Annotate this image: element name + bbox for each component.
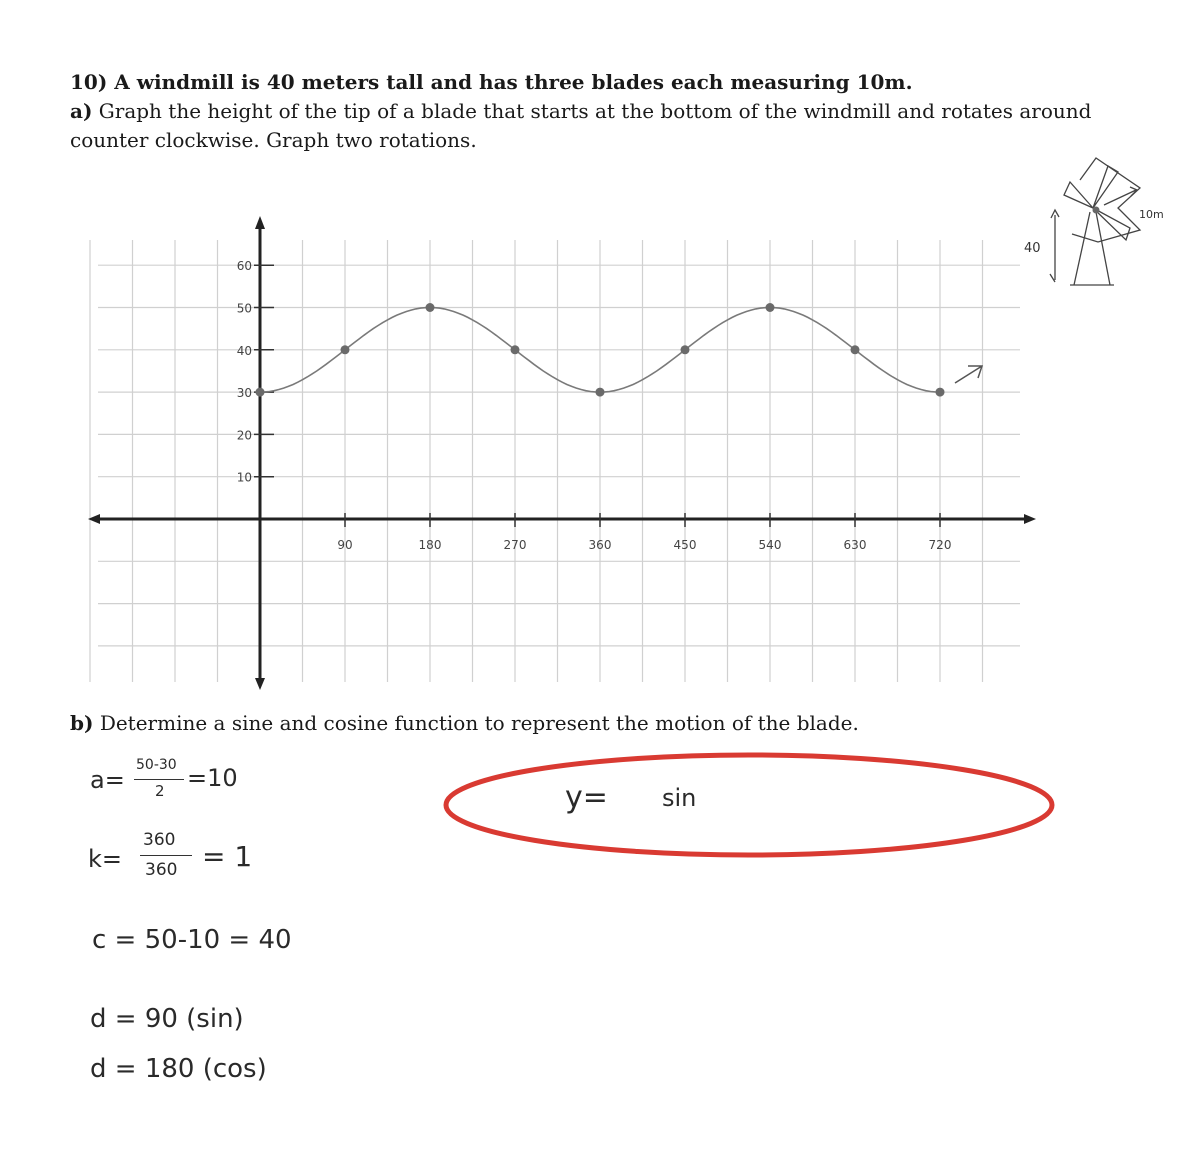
data-point <box>936 388 945 397</box>
data-point <box>851 345 860 354</box>
y-tick-label: 30 <box>236 386 252 401</box>
x-axis-arrow-right <box>1024 514 1036 524</box>
y-tick-label: 40 <box>236 343 252 358</box>
part-a-text: Graph the height of the tip of a blade that starts at the bottom of the windmill and rotates around counter clockwise. Graph two rotations. <box>70 99 1092 152</box>
data-point <box>341 345 350 354</box>
windmill-blade-top <box>1093 166 1118 208</box>
amplitude-fraction-bar <box>134 779 184 780</box>
d-cosine: d = 180 (cos) <box>90 1054 267 1084</box>
end-arrow-mark <box>955 366 982 383</box>
y-tick-label: 20 <box>236 428 252 443</box>
part-b-text: Determine a sine and cosine function to represent the motion of the blade. <box>99 711 859 735</box>
amplitude-numerator: 50-30 <box>136 757 177 773</box>
answer-y: y= <box>565 780 608 815</box>
windmill-sketch <box>1000 150 1200 300</box>
height-arrow <box>1050 210 1059 282</box>
y-tick-label: 50 <box>236 301 252 316</box>
answer-sin: sin <box>662 784 697 812</box>
amplitude-denominator: 2 <box>155 782 165 800</box>
k-denominator: 360 <box>145 860 178 880</box>
y-tick-label: 10 <box>236 470 252 485</box>
x-tick-label: 90 <box>337 538 353 552</box>
amplitude-result: =10 <box>187 764 238 792</box>
y-ticks <box>237 259 274 485</box>
question-part-b <box>70 709 1130 738</box>
y-axis-arrow-down <box>255 678 265 690</box>
part-b-label: b) <box>70 711 94 735</box>
x-tick-label: 180 <box>418 538 442 552</box>
x-tick-label: 450 <box>673 538 697 552</box>
k-fraction-bar <box>140 855 192 856</box>
x-tick-label: 540 <box>758 538 782 552</box>
answer-ellipse-layer <box>440 745 1060 865</box>
x-tick-label: 630 <box>843 538 867 552</box>
y-tick-label: 60 <box>236 259 252 274</box>
data-point <box>511 345 520 354</box>
x-tick-label: 720 <box>928 538 952 552</box>
graph-grid <box>90 240 1020 682</box>
y-axis-arrow-up <box>255 216 265 229</box>
amplitude-lhs: a= <box>90 766 125 794</box>
question-number-intro: 10) A windmill is 40 meters tall and has three blades each measuring 10m. <box>70 70 913 94</box>
answer-ellipse <box>446 755 1052 855</box>
windmill-blade-label: 10m <box>1139 208 1164 221</box>
k-result: = 1 <box>202 840 253 873</box>
k-lhs: k= <box>88 845 123 873</box>
data-point <box>766 303 775 312</box>
windmill-height-label: 40 <box>1024 241 1041 256</box>
data-point <box>256 388 265 397</box>
windmill-tower <box>1070 212 1114 285</box>
data-point <box>426 303 435 312</box>
part-a-label: a) <box>70 99 93 123</box>
x-tick-label: 360 <box>588 538 612 552</box>
x-tick-label: 270 <box>503 538 527 552</box>
data-point <box>596 388 605 397</box>
windmill-hub <box>1093 207 1100 214</box>
k-numerator: 360 <box>143 830 176 850</box>
d-sine: d = 90 (sin) <box>90 1004 244 1034</box>
c-calculation: c = 50-10 = 40 <box>92 925 292 955</box>
data-point <box>681 345 690 354</box>
windmill-blade-left <box>1064 182 1093 208</box>
graph-axes <box>88 216 1036 690</box>
